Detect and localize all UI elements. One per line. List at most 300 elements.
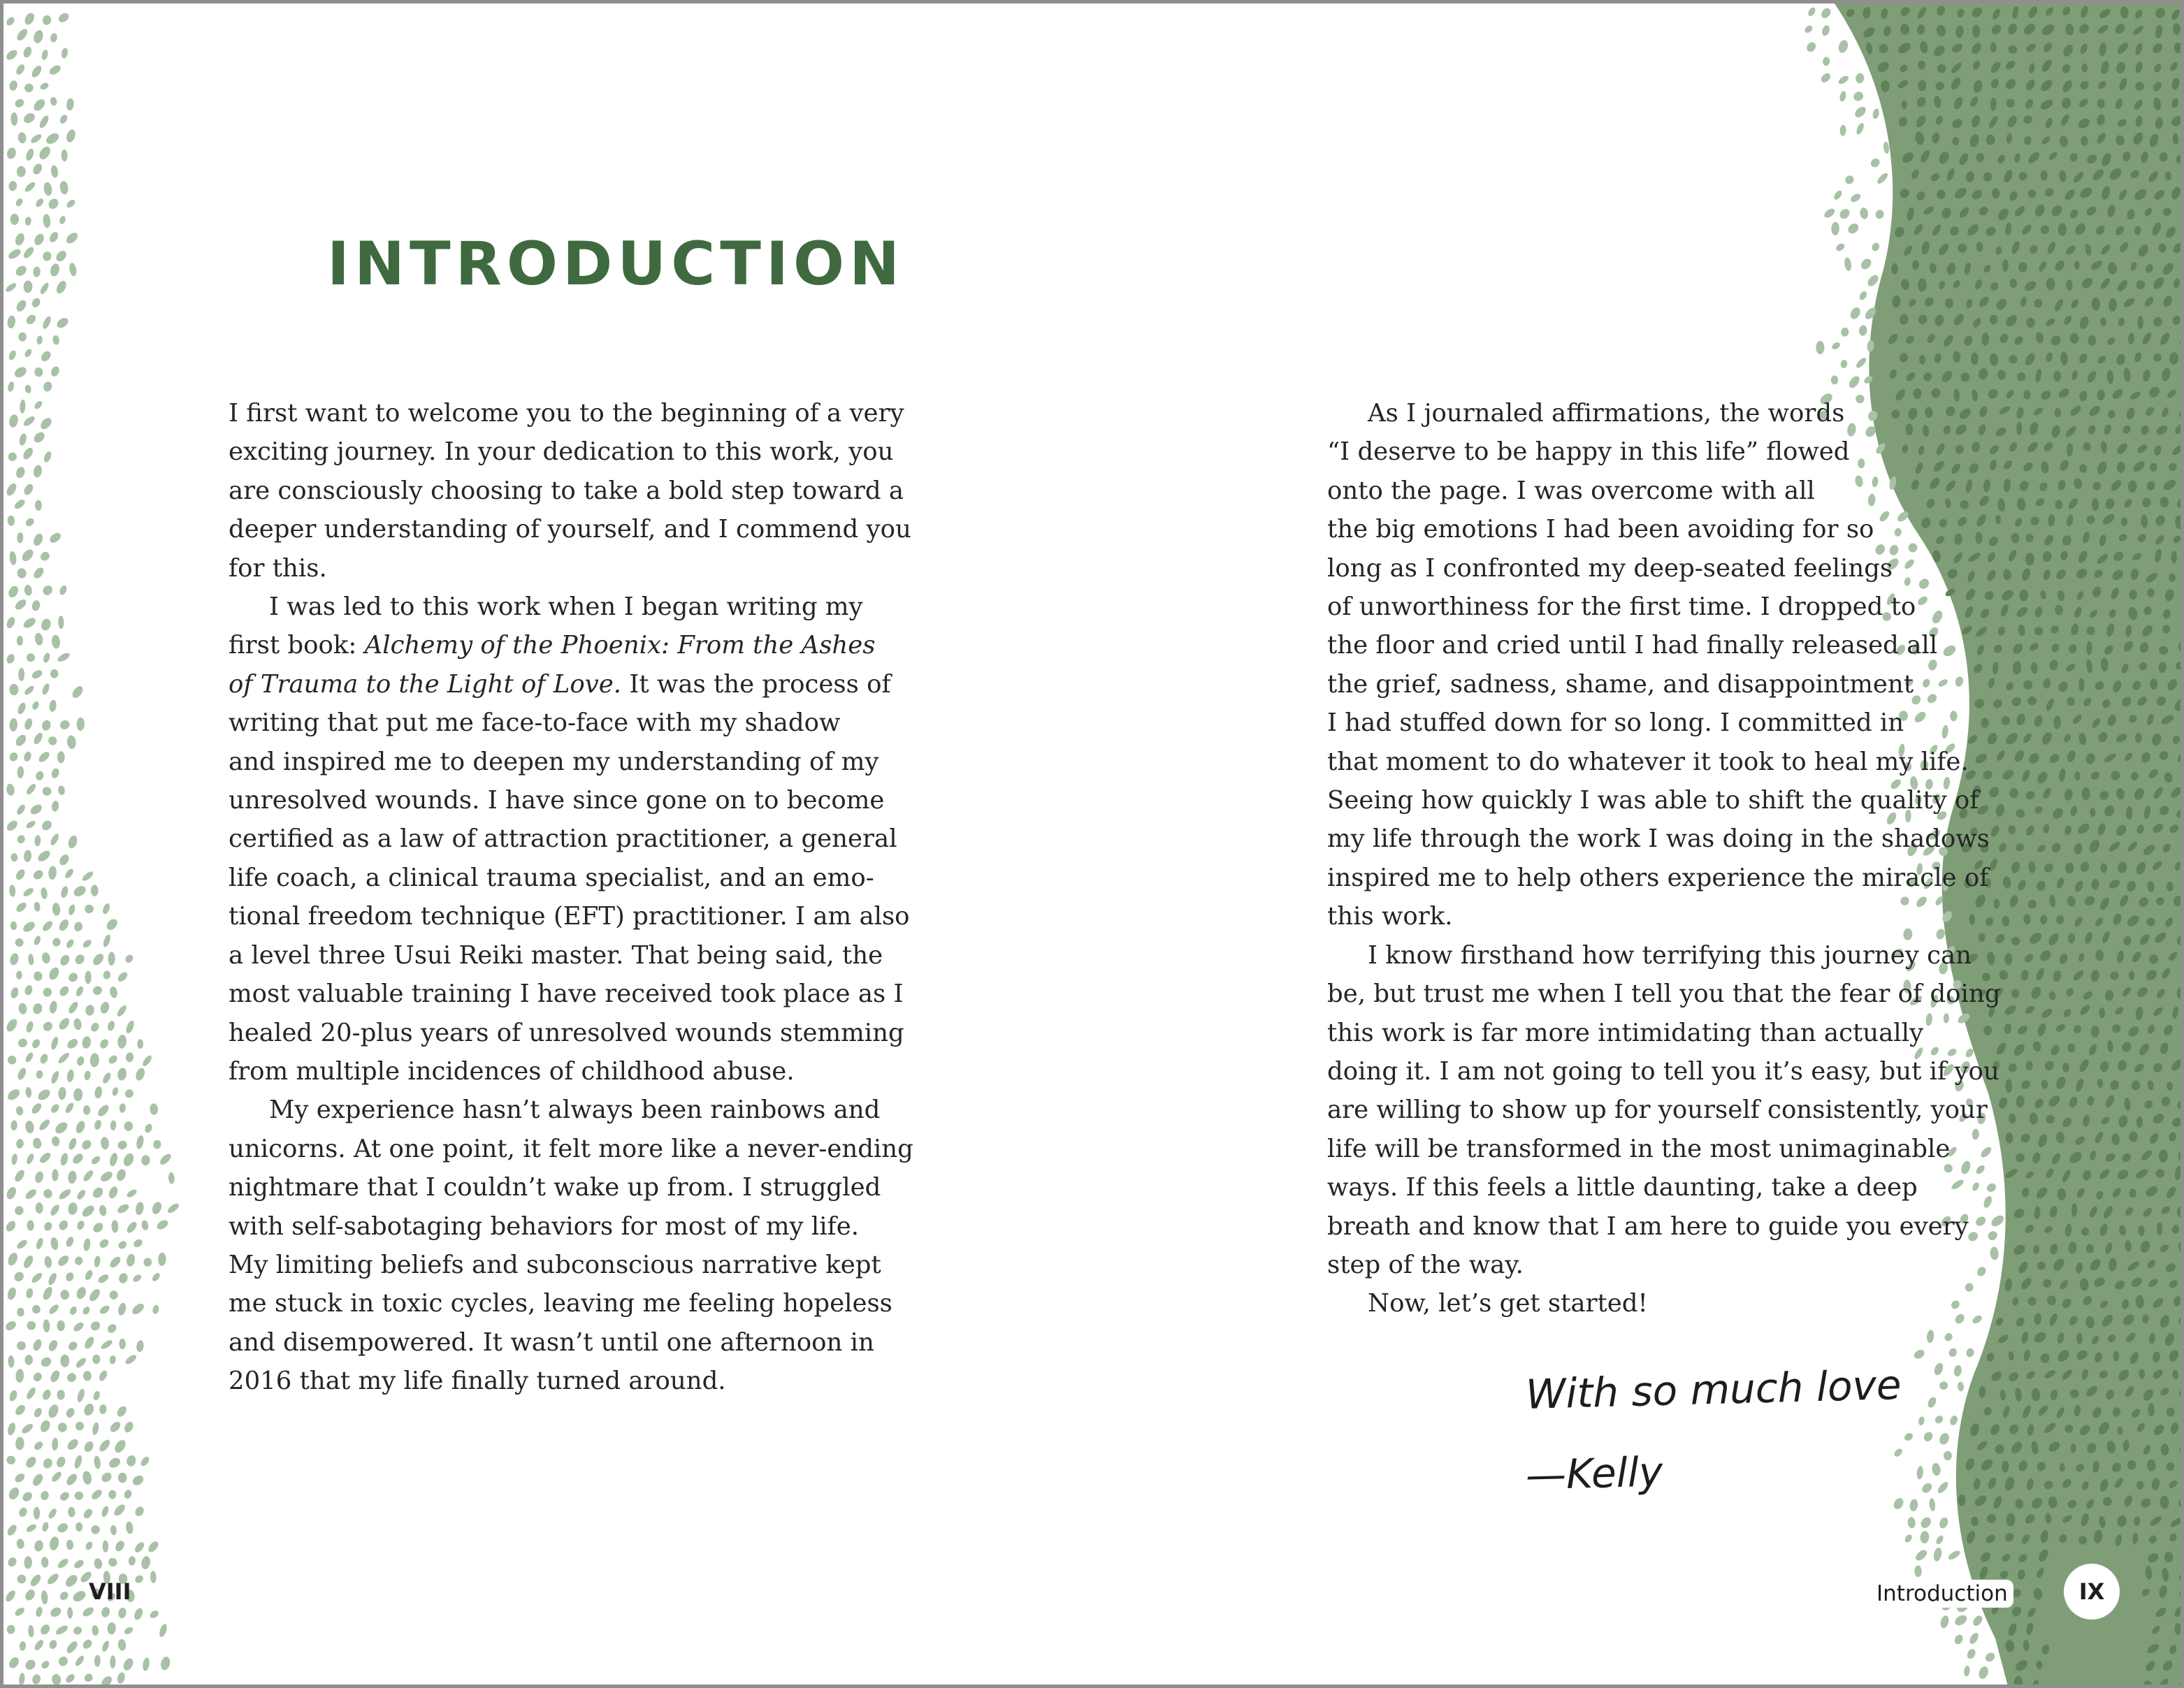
pattern-dot xyxy=(1872,108,1880,119)
pattern-dot xyxy=(91,952,106,967)
pattern-dot xyxy=(118,1272,129,1284)
pattern-dot xyxy=(13,597,28,611)
pattern-dot xyxy=(59,113,69,124)
pattern-dot xyxy=(52,335,60,345)
text-line xyxy=(229,859,913,897)
pattern-dot xyxy=(1849,305,1862,321)
pattern-dot xyxy=(1938,1516,1950,1529)
pattern-dot xyxy=(57,1557,70,1570)
pattern-dot xyxy=(61,48,68,59)
pattern-dot xyxy=(64,1101,75,1114)
pattern-dot xyxy=(116,1202,130,1215)
pattern-dot xyxy=(34,367,43,377)
pattern-dot xyxy=(143,1258,152,1267)
pattern-dot xyxy=(43,1256,52,1268)
pattern-dot xyxy=(35,500,42,511)
pattern-dot xyxy=(52,903,61,917)
pattern-dot xyxy=(50,165,59,178)
pattern-dot xyxy=(18,432,27,446)
pattern-dot xyxy=(66,1069,75,1083)
page-number-right: IX xyxy=(2078,1578,2105,1605)
line-text: and inspired me to deepen my understanding of my xyxy=(229,747,879,776)
pattern-dot xyxy=(1926,1330,1934,1344)
pattern-dot xyxy=(126,1455,137,1467)
pattern-dot xyxy=(36,335,43,345)
pattern-dot xyxy=(18,1673,25,1686)
pattern-dot xyxy=(32,566,46,581)
pattern-dot xyxy=(82,938,93,950)
pattern-dot xyxy=(15,1573,28,1585)
pattern-dot xyxy=(14,733,28,748)
pattern-dot xyxy=(126,1253,136,1267)
line-text: certified as a law of attraction practitioner, a general xyxy=(229,824,897,854)
pattern-dot xyxy=(42,652,50,663)
pattern-dot xyxy=(1963,1666,1970,1677)
pattern-dot xyxy=(15,298,28,313)
pattern-dot xyxy=(33,400,43,410)
pattern-dot xyxy=(58,1086,66,1100)
pattern-dot xyxy=(38,550,51,562)
pattern-dot xyxy=(107,1556,119,1568)
pattern-dot xyxy=(25,1523,38,1534)
pattern-dot xyxy=(111,1086,119,1096)
pattern-dot xyxy=(41,1557,49,1568)
pattern-dot xyxy=(38,1419,52,1434)
line-text: I was led to this work when I began writing my xyxy=(269,592,863,622)
line-text: be, but trust me when I tell you that the fear of doing xyxy=(1327,980,2001,1009)
pattern-dot xyxy=(25,820,37,830)
pattern-dot xyxy=(17,1506,28,1518)
pattern-dot xyxy=(1916,1466,1924,1480)
pattern-dot xyxy=(1939,1615,1950,1629)
pattern-dot xyxy=(1846,221,1860,235)
pattern-dot xyxy=(73,1088,83,1101)
text-line xyxy=(1327,1168,2001,1207)
pattern-dot xyxy=(18,332,27,341)
pattern-dot xyxy=(57,1320,65,1332)
pattern-dot xyxy=(101,1505,110,1518)
text-line xyxy=(1327,743,2001,781)
pattern-dot xyxy=(59,953,71,967)
line-text: life will be transformed in the most unimaginable xyxy=(1327,1134,1951,1163)
pattern-dot xyxy=(57,1218,70,1232)
pattern-dot xyxy=(33,232,46,247)
pattern-dot xyxy=(25,1288,34,1299)
line-text: healed 20-plus years of unresolved wounds stemming xyxy=(229,1018,904,1047)
pattern-dot xyxy=(6,1422,17,1436)
pattern-dot xyxy=(57,1052,71,1065)
pattern-dot xyxy=(91,885,99,896)
pattern-dot xyxy=(60,885,69,898)
pattern-dot xyxy=(140,1555,151,1570)
pattern-dot xyxy=(85,1005,94,1017)
text-line xyxy=(229,1362,913,1400)
pattern-dot xyxy=(1858,325,1867,337)
pattern-dot xyxy=(123,1420,135,1434)
line-text: life coach, a clinical trauma specialist, and an emo- xyxy=(229,863,874,892)
pattern-dot xyxy=(113,1438,128,1455)
pattern-dot xyxy=(31,1304,41,1314)
pattern-dot xyxy=(11,1154,18,1165)
pattern-dot xyxy=(76,718,85,732)
pattern-dot xyxy=(159,1152,173,1167)
pattern-dot xyxy=(57,1423,67,1432)
pattern-dot xyxy=(23,180,36,193)
pattern-dot xyxy=(41,315,52,330)
pattern-dot xyxy=(122,1657,135,1672)
pattern-dot xyxy=(124,953,134,964)
pattern-dot xyxy=(85,970,92,984)
pattern-dot xyxy=(114,1539,126,1553)
line-text: this work is far more intimidating than actually xyxy=(1327,1018,1924,1047)
pattern-dot xyxy=(75,1522,82,1531)
pattern-dot xyxy=(39,1053,50,1065)
text-line xyxy=(229,781,913,820)
pattern-dot xyxy=(34,1539,44,1552)
pattern-dot xyxy=(110,1120,117,1130)
pattern-dot xyxy=(22,111,36,125)
pattern-dot xyxy=(83,1335,96,1350)
pattern-dot xyxy=(67,1607,73,1619)
pattern-dot xyxy=(1913,1348,1926,1360)
pattern-dot xyxy=(133,1607,145,1621)
pattern-dot xyxy=(15,901,28,914)
pattern-dot xyxy=(117,1638,126,1651)
pattern-dot xyxy=(14,1403,27,1417)
pattern-dot xyxy=(1871,242,1881,252)
pattern-dot xyxy=(1831,375,1839,384)
pattern-dot xyxy=(18,668,24,681)
pattern-dot xyxy=(65,1406,76,1419)
line-text: It was the process of xyxy=(621,669,891,699)
pattern-dot xyxy=(43,251,52,261)
pattern-dot xyxy=(1883,141,1890,154)
pattern-dot xyxy=(15,63,27,76)
pattern-dot xyxy=(133,1573,145,1585)
pattern-dot xyxy=(1965,1347,1975,1358)
pattern-dot xyxy=(16,1538,24,1549)
pattern-dot xyxy=(149,1609,160,1620)
pattern-dot xyxy=(49,1203,61,1217)
pattern-dot xyxy=(40,819,53,832)
pattern-dot xyxy=(59,180,69,194)
pattern-dot xyxy=(1830,341,1841,351)
pattern-dot xyxy=(1805,41,1818,54)
pattern-dot xyxy=(5,1186,18,1201)
pattern-dot xyxy=(48,1639,58,1650)
line-text: doing it. I am not going to tell you it’s easy, but if you xyxy=(1327,1056,1999,1086)
pattern-dot xyxy=(123,1489,133,1500)
pattern-dot xyxy=(5,653,16,664)
pattern-dot xyxy=(35,1237,44,1251)
text-line xyxy=(1327,897,2001,936)
pattern-dot xyxy=(107,1054,119,1065)
pattern-dot xyxy=(15,1106,24,1116)
pattern-dot xyxy=(1965,1647,1976,1660)
pattern-dot xyxy=(25,1386,37,1401)
pattern-dot xyxy=(24,1188,38,1201)
pattern-dot xyxy=(133,1541,146,1554)
pattern-dot xyxy=(28,1625,35,1638)
pattern-dot xyxy=(22,1254,35,1269)
text-line xyxy=(229,1052,913,1091)
pattern-dot xyxy=(52,1169,59,1181)
pattern-dot xyxy=(50,365,61,378)
pattern-dot xyxy=(6,1556,18,1568)
pattern-dot xyxy=(29,133,43,145)
pattern-dot xyxy=(1943,1332,1954,1343)
pattern-dot xyxy=(116,970,129,983)
pattern-dot xyxy=(1932,1547,1943,1562)
pattern-dot xyxy=(71,1589,87,1603)
pattern-dot xyxy=(18,1003,27,1014)
pattern-dot xyxy=(33,1638,45,1652)
line-text: I know firsthand how terrifying this journey can xyxy=(1368,940,1972,970)
pattern-dot xyxy=(1819,6,1832,20)
pattern-dot xyxy=(155,1218,169,1232)
pattern-dot xyxy=(85,905,94,914)
pattern-dot xyxy=(151,1272,161,1283)
text-line xyxy=(229,1207,913,1246)
pattern-dot xyxy=(115,1167,127,1182)
pattern-dot xyxy=(23,718,34,731)
pattern-dot xyxy=(74,1119,87,1134)
pattern-dot xyxy=(99,1674,113,1688)
pattern-dot xyxy=(97,1273,110,1285)
pattern-dot xyxy=(17,1037,29,1049)
pattern-dot xyxy=(153,1140,161,1149)
pattern-dot xyxy=(113,1503,127,1518)
pattern-dot xyxy=(21,1490,34,1504)
pattern-dot xyxy=(41,952,51,964)
pattern-dot xyxy=(67,1202,78,1215)
pattern-dot xyxy=(2129,1188,2136,1198)
pattern-dot xyxy=(109,1355,116,1364)
pattern-dot xyxy=(122,1152,136,1168)
pattern-dot xyxy=(166,1202,180,1214)
pattern-dot xyxy=(24,516,36,528)
pattern-dot xyxy=(25,1086,32,1098)
pattern-dot xyxy=(50,1237,59,1251)
pattern-dot xyxy=(89,1053,99,1068)
pattern-dot xyxy=(87,1287,102,1303)
pattern-dot xyxy=(55,249,68,263)
text-line xyxy=(1327,1052,2001,1091)
pattern-dot xyxy=(16,834,27,845)
pattern-dot xyxy=(50,96,57,106)
pattern-dot xyxy=(30,1102,43,1116)
line-text: from multiple incidences of childhood abuse. xyxy=(229,1056,795,1086)
pattern-dot xyxy=(22,616,37,630)
pattern-dot xyxy=(27,1220,34,1230)
pattern-dot xyxy=(99,1001,110,1014)
pattern-dot xyxy=(33,935,42,946)
pattern-dot xyxy=(34,835,41,846)
text-line xyxy=(1327,394,2001,432)
pattern-dot xyxy=(4,1219,17,1233)
pattern-dot xyxy=(68,1305,78,1316)
line-text: onto the page. I was overcome with all xyxy=(1327,476,1815,505)
pattern-dot xyxy=(57,1655,69,1668)
pattern-dot xyxy=(65,198,76,210)
pattern-dot xyxy=(82,1507,94,1520)
pattern-dot xyxy=(2169,352,2178,365)
pattern-dot xyxy=(65,129,77,144)
pattern-dot xyxy=(23,750,33,762)
text-line xyxy=(229,1130,913,1168)
pattern-dot xyxy=(1986,135,1995,145)
pattern-dot xyxy=(1819,71,1832,84)
pattern-dot xyxy=(39,81,50,91)
pattern-dot xyxy=(133,1505,145,1518)
pattern-dot xyxy=(117,1068,127,1082)
pattern-dot xyxy=(17,636,23,646)
pattern-dot xyxy=(10,921,17,930)
line-text: Now, let’s get started! xyxy=(1368,1289,1648,1318)
pattern-dot xyxy=(135,1201,145,1216)
line-text: Seeing how quickly I was able to shift the quality of xyxy=(1327,786,1979,815)
pattern-dot xyxy=(1904,1533,1914,1543)
pattern-dot xyxy=(142,1657,150,1671)
pattern-dot xyxy=(15,1369,24,1383)
line-text: long as I confronted my deep-seated feelings xyxy=(1327,553,1893,583)
pattern-dot xyxy=(10,987,20,999)
pattern-dot xyxy=(32,1371,44,1383)
running-head: Introduction xyxy=(1871,1580,2013,1608)
pattern-dot xyxy=(125,1052,134,1063)
pattern-dot xyxy=(16,1067,27,1081)
pattern-dot xyxy=(116,1671,126,1685)
text-line xyxy=(1327,472,2001,510)
pattern-dot xyxy=(6,1286,17,1301)
pattern-dot xyxy=(74,1654,86,1668)
pattern-dot xyxy=(72,884,88,898)
pattern-dot xyxy=(159,1656,171,1671)
pattern-dot xyxy=(94,1086,103,1099)
pattern-dot xyxy=(24,217,32,226)
pattern-dot xyxy=(40,1659,50,1670)
pattern-dot xyxy=(73,953,87,966)
text-line xyxy=(229,1168,913,1207)
pattern-dot xyxy=(1855,356,1868,370)
pattern-dot xyxy=(24,313,38,326)
pattern-dot xyxy=(92,1221,105,1234)
pattern-dot xyxy=(1907,1517,1916,1529)
pattern-dot xyxy=(47,1272,58,1286)
pattern-dot xyxy=(35,1606,43,1618)
pattern-dot xyxy=(1922,1430,1934,1443)
pattern-dot xyxy=(2181,840,2184,853)
pattern-dot xyxy=(55,1455,67,1469)
pattern-dot xyxy=(102,1541,108,1552)
pattern-dot xyxy=(92,1390,101,1402)
pattern-dot xyxy=(41,719,52,732)
pattern-dot xyxy=(62,150,68,161)
line-text: writing that put me face-to-face with my shadow xyxy=(229,708,841,738)
line-text: My limiting beliefs and subconscious narrative kept xyxy=(229,1250,881,1279)
pattern-dot xyxy=(1837,74,1850,85)
pattern-dot xyxy=(58,853,71,867)
pattern-dot xyxy=(94,1119,103,1130)
line-text: unresolved wounds. I have since gone on to become xyxy=(229,786,885,815)
pattern-dot xyxy=(9,684,18,696)
pattern-dot xyxy=(31,162,44,176)
book-title-italic: Alchemy of the Phoenix: From the Ashes xyxy=(364,631,876,660)
pattern-dot xyxy=(108,1456,122,1470)
pattern-dot xyxy=(29,803,43,816)
pattern-dot xyxy=(1821,24,1831,37)
pattern-dot xyxy=(39,1623,52,1636)
pattern-dot xyxy=(57,918,71,933)
pattern-dot xyxy=(9,952,20,966)
pattern-dot xyxy=(34,197,45,208)
page-number-left: VIII xyxy=(89,1578,131,1605)
pattern-dot xyxy=(55,279,68,296)
line-text: I had stuffed down for so long. I committed in xyxy=(1327,708,1904,738)
pattern-dot xyxy=(115,1404,129,1418)
pattern-dot xyxy=(24,1455,38,1469)
pattern-dot xyxy=(15,197,24,208)
pattern-dot xyxy=(1816,341,1824,354)
pattern-dot xyxy=(76,1056,85,1067)
pattern-dot xyxy=(22,446,35,460)
pattern-dot xyxy=(1892,1497,1905,1511)
pattern-dot xyxy=(48,531,63,545)
pattern-dot xyxy=(89,1524,101,1536)
pattern-dot xyxy=(150,1571,157,1583)
pattern-dot xyxy=(1953,1634,1965,1646)
pattern-dot xyxy=(41,14,52,26)
pattern-dot xyxy=(33,1440,45,1452)
pattern-dot xyxy=(110,1525,117,1535)
pattern-dot xyxy=(44,131,61,146)
pattern-dot xyxy=(1840,359,1848,368)
pattern-dot xyxy=(43,451,52,464)
text-line xyxy=(1327,781,2001,820)
pattern-dot xyxy=(30,64,43,79)
pattern-dot xyxy=(6,1054,17,1065)
pattern-dot xyxy=(8,349,17,361)
pattern-dot xyxy=(90,1155,101,1166)
pattern-dot xyxy=(64,868,75,880)
pattern-dot xyxy=(10,1120,18,1130)
pattern-dot xyxy=(1874,209,1886,220)
pattern-dot xyxy=(117,1302,127,1316)
pattern-dot xyxy=(94,1558,103,1570)
pattern-dot xyxy=(59,1152,69,1166)
pattern-dot xyxy=(15,466,26,479)
pattern-dot xyxy=(7,381,15,392)
pattern-dot xyxy=(81,1035,92,1049)
pattern-dot xyxy=(10,853,18,862)
pattern-dot xyxy=(1972,1614,1984,1628)
pattern-dot xyxy=(20,548,36,563)
pattern-dot xyxy=(98,1438,112,1453)
pattern-dot xyxy=(152,1304,159,1314)
pattern-dot xyxy=(23,280,32,293)
pattern-dot xyxy=(1807,6,1817,17)
line-text: My experience hasn’t always been rainbows and xyxy=(269,1096,881,1125)
pattern-dot xyxy=(43,1319,50,1332)
pattern-dot xyxy=(125,1521,133,1534)
pattern-dot xyxy=(82,1440,95,1454)
pattern-dot xyxy=(67,1001,80,1015)
pattern-dot xyxy=(117,1607,127,1619)
text-line xyxy=(229,394,913,432)
pattern-dot xyxy=(83,1371,92,1381)
pattern-dot xyxy=(57,751,65,763)
pattern-dot xyxy=(17,567,27,579)
